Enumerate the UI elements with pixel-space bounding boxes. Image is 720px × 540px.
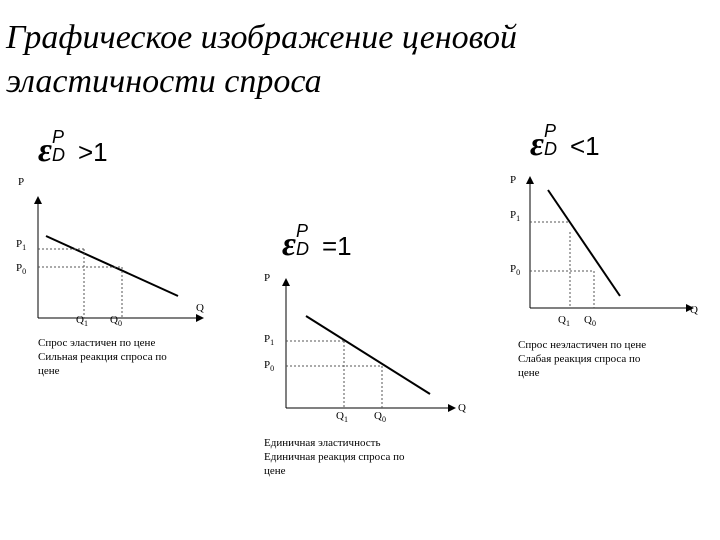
q0-label: $Q_0$ xyxy=(584,314,596,329)
p0-label: $P_0$ xyxy=(264,359,275,374)
p1-label: $P_1$ xyxy=(16,238,27,253)
formula-value: 1 xyxy=(93,137,108,167)
formula-sup: P xyxy=(295,221,308,241)
formula-value: 1 xyxy=(585,131,600,161)
caption-elastic: Спрос эластичен по цене Сильная реакция спроса по цене xyxy=(38,337,167,377)
q1-label: $Q_1$ xyxy=(558,314,570,329)
q0-label: $Q_0$ xyxy=(110,314,122,329)
axis-x-label: Q xyxy=(196,302,204,314)
q1-label: $Q_1$ xyxy=(76,314,88,329)
demand-curve xyxy=(46,236,178,296)
formula-sup: P xyxy=(543,121,556,141)
formula-relation: < xyxy=(569,131,586,161)
demand-curve xyxy=(306,316,430,394)
axis-y-label: P xyxy=(18,176,25,188)
p0-label: $P_0$ xyxy=(510,263,521,278)
axis-x-label: Q xyxy=(690,304,698,316)
title-line-2: эластичности спроса xyxy=(6,63,322,100)
axis-y-label: P xyxy=(264,272,271,284)
graph-unit xyxy=(286,282,452,408)
formula-relation: > xyxy=(77,137,94,167)
formula-sup: P xyxy=(51,127,64,147)
caption-unit: Единичная эластичность Единичная реакция спроса по цене xyxy=(264,437,405,477)
epsilon-symbol: ε xyxy=(38,132,52,169)
p1-label: $P_1$ xyxy=(264,333,275,348)
axis-y-label: P xyxy=(510,174,517,186)
q0-label: $Q_0$ xyxy=(374,410,386,425)
graph-elastic xyxy=(38,200,200,318)
graph-inelastic xyxy=(530,180,690,308)
title-line-1: Графическое изображение ценовой xyxy=(6,19,517,56)
formula-sub: D xyxy=(543,139,557,159)
axis-x-label: Q xyxy=(458,402,466,414)
epsilon-symbol: ε xyxy=(530,126,544,163)
formula-sub: D xyxy=(295,239,309,259)
epsilon-symbol: ε xyxy=(282,226,296,263)
p1-label: $P_1$ xyxy=(510,209,521,224)
caption-inelastic: Спрос неэластичен по цене Слабая реакция спроса по цене xyxy=(518,339,647,379)
formula-value: 1 xyxy=(337,231,352,261)
formula-relation: = xyxy=(321,231,338,261)
q1-label: $Q_1$ xyxy=(336,410,348,425)
formula-sub: D xyxy=(51,145,65,165)
p0-label: $P_0$ xyxy=(16,262,27,277)
demand-curve xyxy=(548,190,620,296)
